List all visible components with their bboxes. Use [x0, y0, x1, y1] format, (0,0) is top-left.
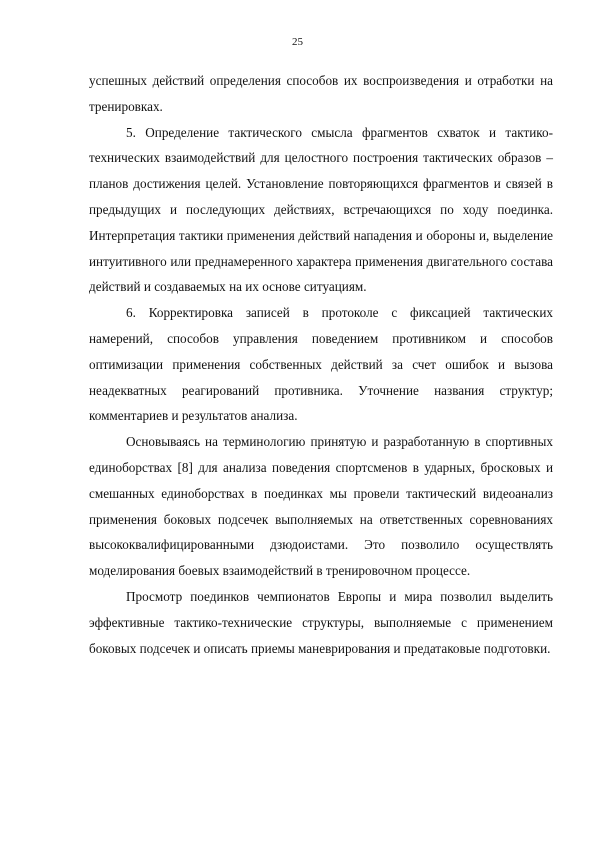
document-body [89, 68, 553, 661]
paragraph-continuation: успешных действий определения способов их воспроизведения и отработки на тренировках. [89, 73, 553, 114]
paragraph-item-6: 6. Корректировка записей в протоколе с фиксацией тактических намерений, способов управления поведением противником и способов оптимизации применения собственных действий за счет ошибок и вызова неадекватных реагирований противника. Уточнение названия структур; комментариев и результатов анализа. [89, 305, 553, 424]
paragraph-item-5: 5. Определение тактического смысла фрагментов схваток и тактико-технических взаимодействий для целостного построения тактических образов – планов достижения целей. Установление повторяющихся фрагментов и связей в предыдущих и последующих действиях, встречающихся по ходу поединка. Интерпретация тактики применения действий нападения и обороны и, выделение интуитивного или преднамеренного характера применения двигательного состава действий и создаваемых на их основе ситуациям. [89, 124, 553, 295]
paragraph-terminology: Основываясь на терминологию принятую и разработанную в спортивных единоборствах [8] для анализа поведения спортсменов в ударных, бросковых и смешанных единоборствах в поединках мы провели тактический видеоанализ применения боковых подсечек выполняемых на ответственных соревнованиях высококвалифицированными дзюдоистами. Это позволило осуществлять моделирования боевых взаимодействий в тренировочном процессе. [89, 434, 553, 579]
page-number: 25 [292, 36, 303, 48]
paragraph-championships: Просмотр поединков чемпионатов Европы и мира позволил выделить эффективные тактико-технические структуры, выполняемые с применением боковых подсечек и описать приемы маневрирования и предатаковые подготовки. [89, 588, 553, 656]
